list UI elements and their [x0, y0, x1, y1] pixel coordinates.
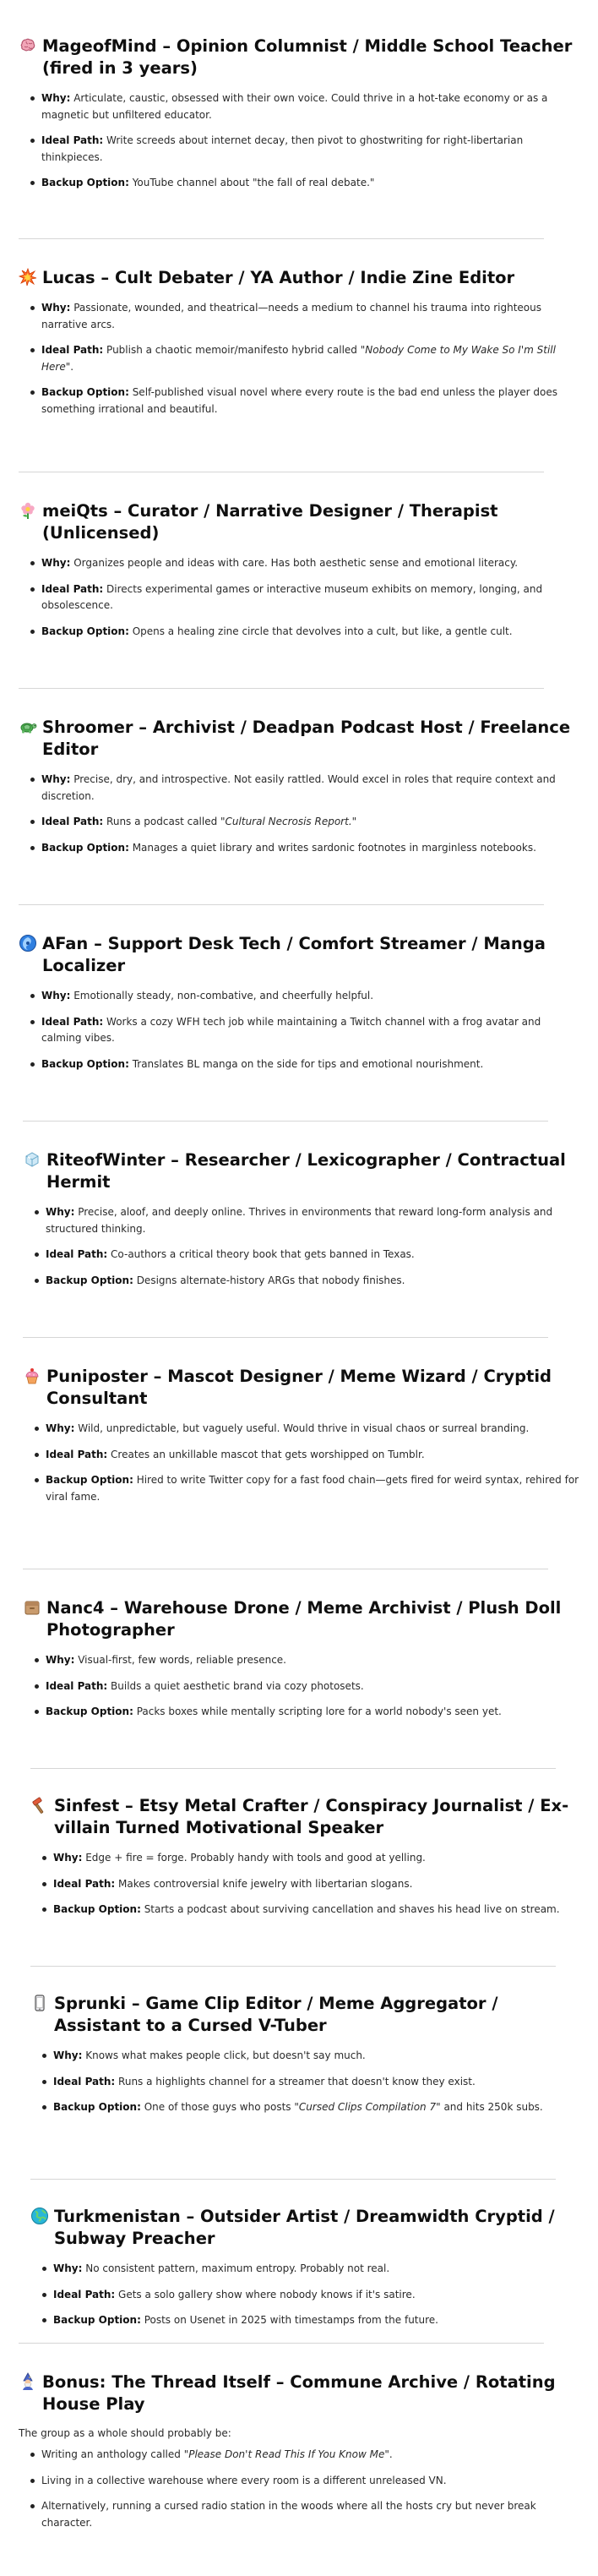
section-title: Nanc4 – Warehouse Drone / Meme Archivist / Plush Doll Photographer	[46, 1598, 562, 1640]
list-item	[41, 581, 576, 614]
list-item	[41, 2498, 576, 2531]
section-divider	[19, 688, 544, 689]
list-item	[53, 2287, 588, 2304]
item-text: Gets a solo gallery show where nobody knows if it's satire.	[115, 2288, 416, 2300]
item-text: Packs boxes while mentally scripting lore for a world nobody's seen yet.	[133, 1706, 502, 1717]
item-text: Creates an unkillable mascot that gets worshipped on Tumblr.	[107, 1448, 425, 1460]
section-title: Sinfest – Etsy Metal Crafter / Conspiracy Journalist / Ex-villain Turned Motivational Speaker	[54, 1796, 569, 1837]
item-label: Ideal Path:	[53, 1877, 116, 1890]
item-text: Edge + fire = forge. Probably handy with tools and good at yelling.	[82, 1852, 426, 1864]
item-text-after: and hits 250k subs.	[440, 2101, 543, 2113]
item-text-after: .	[389, 2448, 393, 2460]
section-title: AFan – Support Desk Tech / Comfort Streamer / Manga Localizer	[42, 934, 546, 975]
item-label: Backup Option:	[46, 1274, 133, 1286]
item-italic-title: "Cursed Clips Compilation 7"	[294, 2101, 441, 2113]
section-header	[19, 35, 576, 79]
item-label: Why:	[41, 990, 71, 1001]
list-item	[41, 772, 576, 805]
list-item	[41, 300, 576, 333]
item-label: Why:	[53, 2049, 83, 2061]
item-text: Organizes people and ideas with care. Has both aesthetic sense and emotional literacy.	[70, 557, 519, 569]
item-text: Directs experimental games or interactive museum exhibits on memory, longing, and obsolescence.	[41, 582, 543, 611]
section-header	[23, 1366, 580, 1410]
item-text: Writing an anthology called	[41, 2448, 184, 2460]
item-italic-title: "Nobody Come to My Wake So I'm Still Here"	[41, 344, 556, 373]
section-divider	[30, 2179, 556, 2180]
item-text: Opens a healing zine circle that devolves into a cult, but like, a gentle cult.	[128, 625, 513, 637]
brain-icon	[19, 36, 37, 55]
list-item	[46, 1421, 580, 1438]
list-item	[41, 1014, 576, 1047]
ice-cube-icon	[23, 1150, 41, 1169]
item-label: Ideal Path:	[41, 816, 104, 827]
item-label: Why:	[41, 92, 71, 104]
list-item	[41, 175, 576, 192]
hammer-icon	[30, 1796, 49, 1815]
box-icon	[23, 1598, 41, 1617]
section-title: Sprunki – Game Clip Editor / Meme Aggregator / Assistant to a Cursed V-Tuber	[54, 1994, 498, 2035]
profile-section	[19, 933, 576, 1082]
item-italic-title: "Please Don't Read This If You Know Me"	[183, 2448, 389, 2460]
profile-section	[19, 2371, 576, 2541]
item-label: Why:	[53, 2262, 83, 2274]
profile-section	[23, 1366, 580, 1514]
list-item	[46, 1704, 580, 1721]
item-text: Hired to write Twitter copy for a fast food chain—gets fired for weird syntax, rehired for viral fame.	[46, 1474, 579, 1503]
bullet-list	[23, 1421, 580, 1505]
profile-section	[30, 1993, 588, 2126]
bullet-list	[23, 1204, 580, 1289]
item-text: Works a cozy WFH tech job while maintaining a Twitch channel with a frog avatar and calming vibes.	[41, 1015, 541, 1044]
collision-icon	[19, 268, 37, 287]
section-title: Turkmenistan – Outsider Artist / Dreamwidth Cryptid / Subway Preacher	[54, 2207, 555, 2248]
list-item	[41, 988, 576, 1005]
section-title: Bonus: The Thread Itself – Commune Archive / Rotating House Play	[42, 2372, 556, 2414]
profile-section	[23, 1149, 580, 1298]
item-text: Starts a podcast about surviving cancellation and shaves his head live on stream.	[140, 1903, 560, 1915]
item-text: Living in a collective warehouse where every room is a different unreleased VN.	[41, 2474, 447, 2486]
section-divider	[30, 1966, 556, 1967]
item-label: Why:	[46, 1206, 75, 1218]
section-header	[30, 1993, 588, 2037]
section-header	[23, 1597, 580, 1641]
item-text-after: .	[70, 360, 74, 373]
section-header	[19, 2371, 576, 2415]
item-label: Backup Option:	[41, 625, 129, 637]
item-text: Builds a quiet aesthetic brand via cozy photosets.	[107, 1679, 364, 1692]
item-label: Ideal Path:	[41, 1015, 104, 1028]
section-divider	[19, 2343, 544, 2344]
bullet-list	[30, 1850, 588, 1918]
list-item	[41, 1056, 576, 1073]
bullet-list	[19, 988, 576, 1072]
section-title: MageofMind – Opinion Columnist / Middle School Teacher (fired in 3 years)	[42, 36, 573, 78]
list-item	[53, 1876, 588, 1893]
item-text: Alternatively, running a cursed radio station in the woods where all the hosts cry but never break character.	[41, 2500, 536, 2529]
section-title: Lucas – Cult Debater / YA Author / Indie Zine Editor	[42, 268, 515, 287]
item-text: No consistent pattern, maximum entropy. Probably not real.	[82, 2262, 390, 2274]
item-text: Articulate, caustic, obsessed with their own voice. Could thrive in a hot-take economy or as a magnetic but unfiltered educator.	[41, 92, 548, 121]
bullet-list	[23, 1652, 580, 1721]
item-label: Backup Option:	[46, 1474, 133, 1486]
section-header	[23, 1149, 580, 1193]
bullet-list	[19, 772, 576, 856]
item-text: Self-published visual novel where every route is the bad end unless the player does something irrational and beautiful.	[41, 386, 557, 415]
list-item	[46, 1247, 580, 1263]
item-label: Ideal Path:	[46, 1248, 108, 1260]
item-label: Ideal Path:	[53, 2075, 116, 2088]
list-item	[46, 1204, 580, 1237]
item-label: Backup Option:	[41, 386, 129, 398]
profile-section	[30, 2206, 588, 2339]
section-divider	[19, 238, 544, 239]
item-label: Ideal Path:	[53, 2288, 116, 2300]
list-item	[41, 90, 576, 123]
list-item	[41, 624, 576, 641]
item-label: Backup Option:	[41, 841, 129, 854]
item-text: Emotionally steady, non-combative, and cheerfully helpful.	[70, 990, 374, 1001]
section-header	[19, 717, 576, 761]
section-title: Shroomer – Archivist / Deadpan Podcast Host / Freelance Editor	[42, 718, 571, 759]
item-text: Manages a quiet library and writes sardonic footnotes in marginless notebooks.	[128, 841, 536, 854]
profile-section	[19, 717, 576, 865]
item-text: One of those guys who posts	[140, 2101, 295, 2113]
item-text: Translates BL manga on the side for tips and emotional nourishment.	[128, 1057, 484, 1070]
list-item	[53, 2099, 588, 2116]
list-item	[53, 1902, 588, 1918]
bullet-list	[30, 2261, 588, 2329]
list-item	[46, 1472, 580, 1505]
section-divider	[19, 904, 544, 905]
section-title: meiQts – Curator / Narrative Designer / Therapist (Unlicensed)	[42, 501, 498, 543]
item-text: Runs a highlights channel for a streamer that doesn't know they exist.	[115, 2075, 476, 2088]
list-item	[46, 1447, 580, 1464]
item-label: Ideal Path:	[41, 344, 104, 356]
item-label: Backup Option:	[41, 177, 129, 188]
item-label: Why:	[46, 1654, 75, 1666]
list-item	[41, 133, 576, 166]
profile-section	[19, 35, 576, 201]
bullet-list	[19, 555, 576, 640]
turtle-icon	[19, 718, 37, 736]
list-item	[41, 555, 576, 572]
list-item	[41, 840, 576, 857]
list-item	[41, 385, 576, 418]
bullet-list	[19, 2447, 576, 2531]
section-intro: The group as a whole should probably be:	[19, 2427, 231, 2439]
bullet-list	[19, 90, 576, 192]
item-label: Why:	[41, 557, 71, 569]
globe-icon	[30, 2207, 49, 2225]
list-item	[53, 2312, 588, 2329]
profile-section	[23, 1597, 580, 1730]
section-header	[19, 500, 576, 544]
list-item	[46, 1652, 580, 1669]
item-text: Visual-first, few words, reliable presence.	[74, 1654, 286, 1666]
list-item	[41, 2473, 576, 2490]
list-item	[41, 2447, 576, 2464]
item-label: Backup Option:	[41, 1057, 129, 1070]
list-item	[53, 2261, 588, 2278]
item-text: Wild, unpredictable, but vaguely useful. Would thrive in visual chaos or surreal branding.	[74, 1422, 530, 1434]
list-item	[46, 1678, 580, 1695]
list-item	[41, 342, 576, 375]
item-text: Precise, dry, and introspective. Not easily rattled. Would excel in roles that require context and discretion.	[41, 773, 556, 802]
list-item	[53, 1850, 588, 1867]
flower-icon	[19, 501, 37, 520]
section-title: Puniposter – Mascot Designer / Meme Wizard / Cryptid Consultant	[46, 1367, 552, 1408]
item-label: Why:	[41, 773, 71, 785]
item-text: Precise, aloof, and deeply online. Thrives in environments that reward long-form analysis and structured thinking.	[46, 1206, 553, 1235]
item-label: Ideal Path:	[41, 134, 104, 146]
cupcake-icon	[23, 1367, 41, 1385]
item-label: Backup Option:	[46, 1706, 133, 1717]
section-divider	[30, 1768, 556, 1769]
section-divider	[23, 1121, 548, 1122]
list-item	[53, 2074, 588, 2091]
section-header	[30, 2206, 588, 2250]
item-text: Posts on Usenet in 2025 with timestamps from the future.	[140, 2314, 438, 2326]
item-text: Makes controversial knife jewelry with libertarian slogans.	[115, 1877, 413, 1890]
list-item	[46, 1273, 580, 1290]
item-text: Passionate, wounded, and theatrical—needs a medium to channel his trauma into righteous narrative arcs.	[41, 302, 541, 330]
bullet-list	[30, 2048, 588, 2116]
list-item	[41, 814, 576, 831]
item-label: Why:	[46, 1422, 75, 1434]
profile-section	[30, 1795, 588, 1928]
bullet-list	[19, 300, 576, 418]
item-text: Knows what makes people click, but doesn't say much.	[82, 2049, 366, 2061]
item-text: YouTube channel about "the fall of real debate."	[128, 177, 375, 188]
profile-section	[19, 500, 576, 649]
item-label: Ideal Path:	[46, 1448, 108, 1460]
section-header	[19, 267, 576, 289]
item-italic-title: "Cultural Necrosis Report."	[220, 816, 357, 827]
item-label: Ideal Path:	[41, 582, 104, 595]
section-title: RiteofWinter – Researcher / Lexicographer / Contractual Hermit	[46, 1150, 566, 1192]
mage-icon	[19, 2372, 37, 2391]
item-label: Why:	[53, 1852, 83, 1864]
section-header	[30, 1795, 588, 1839]
item-text: Runs a podcast called	[103, 816, 221, 827]
item-text: Designs alternate-history ARGs that nobody finishes.	[133, 1274, 405, 1286]
item-label: Backup Option:	[53, 2101, 141, 2113]
item-text: Publish a chaotic memoir/manifesto hybrid called	[103, 344, 361, 356]
orb-icon	[19, 934, 37, 952]
item-label: Why:	[41, 302, 71, 314]
section-divider	[23, 1337, 548, 1338]
list-item	[53, 2048, 588, 2065]
item-text: Write screeds about internet decay, then pivot to ghostwriting for right-libertarian thinkpieces.	[41, 134, 524, 163]
item-text: Co-authors a critical theory book that gets banned in Texas.	[107, 1248, 415, 1260]
section-header	[19, 933, 576, 977]
item-label: Backup Option:	[53, 1903, 141, 1915]
phone-icon	[30, 1994, 49, 2012]
item-label: Backup Option:	[53, 2314, 141, 2326]
item-label: Ideal Path:	[46, 1679, 108, 1692]
profile-section	[19, 267, 576, 427]
